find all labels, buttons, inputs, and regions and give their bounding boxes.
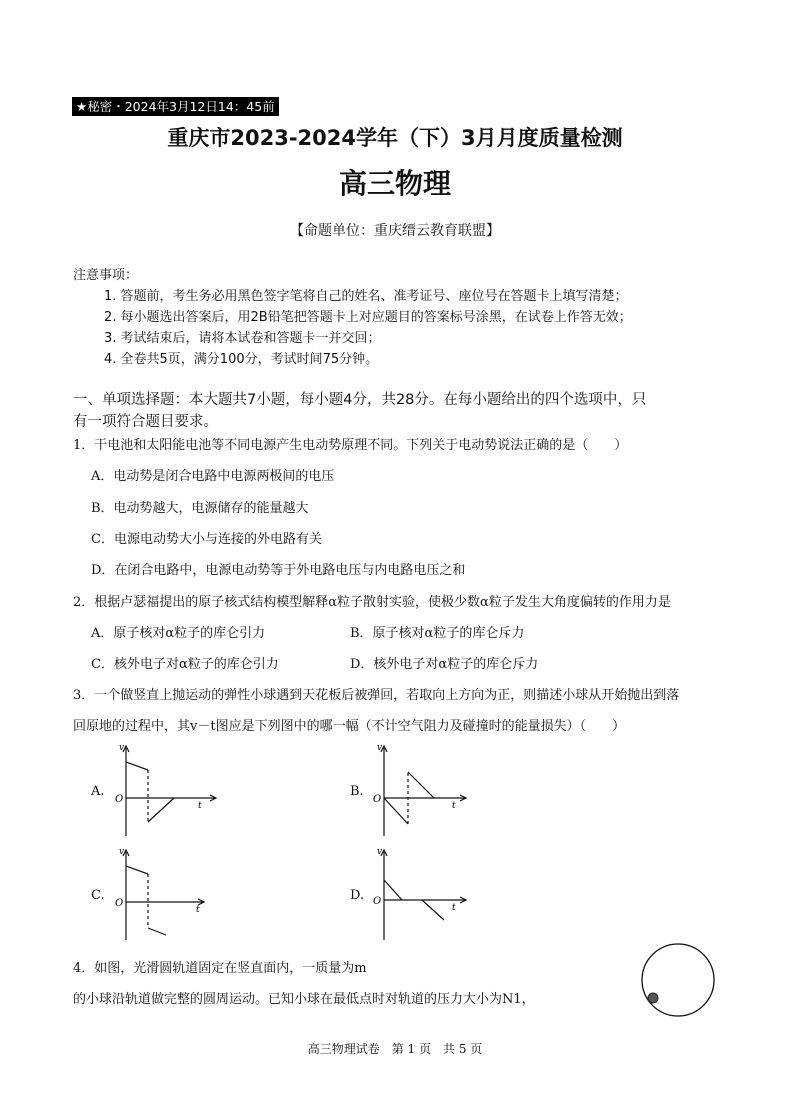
question-2-option-a: A．原子核对α粒子的库仑引力	[91, 626, 266, 641]
graph-a-label: A.	[91, 784, 105, 799]
graph-d-vt-plot	[372, 846, 482, 944]
section-heading-line1: 一、单项选择题：本大题共7小题，每小题4分，共28分。在每小题给出的四个选项中，只	[73, 392, 647, 408]
question-2-option-d: D．核外电子对α粒子的库仑斥力	[350, 657, 539, 672]
question-3-stem-line2: 回原地的过程中，其v－t图应是下列图中的哪一幅（不计空气阻力及碰撞时的能量损失）（ ）	[73, 719, 626, 734]
note-item: 3. 考试结束后，请将本试卷和答题卡一并交回；	[104, 331, 381, 346]
question-4-stem-line2: 的小球沿轨道做完整的圆周运动。已知小球在最低点时对轨道的压力大小为N1，	[73, 992, 535, 1007]
graph-c-origin: O	[115, 898, 124, 909]
question-3-stem-line1: 3．一个做竖直上抛运动的弹性小球遇到天花板后被弹回，若取向上方向为正，则描述小球从开始抛出到落	[73, 688, 680, 703]
question-1-stem: 1．干电池和太阳能电池等不同电源产生电动势原理不同。下列关于电动势说法正确的是（ ）	[73, 438, 628, 453]
graph-b-vt-plot	[372, 742, 482, 840]
question-1-option-a: A．电动势是闭合电路中电源两极间的电压	[91, 469, 335, 484]
graph-d-label: D.	[350, 888, 365, 903]
graph-b-origin: O	[373, 794, 382, 805]
graph-d-v-label: v	[377, 847, 383, 857]
graph-b-label: B.	[350, 784, 364, 799]
section-heading-line2: 有一项符合题目要求。	[73, 414, 218, 430]
question-2-option-c: C．核外电子对α粒子的库仑引力	[91, 657, 279, 672]
graph-b-v-label: v	[377, 743, 383, 753]
question-1-option-d: D．在闭合电路中，电源电动势等于外电路电压与内电路电压之和	[91, 563, 466, 578]
note-item: 2. 每小题选出答案后，用2B铅笔把答题卡上对应题目的答案标号涂黑，在试卷上作答无效；	[104, 310, 632, 325]
subject-title: 高三物理	[338, 167, 451, 200]
graph-a-vt-plot	[112, 742, 222, 840]
graph-b-t-label: t	[452, 801, 456, 811]
circular-track-diagram	[638, 940, 720, 1022]
question-1-option-c: C．电源电动势大小与连接的外电路有关	[91, 532, 322, 547]
graph-a-v-label: v	[119, 743, 125, 753]
graph-c-vt-plot	[112, 846, 222, 944]
confidential-banner: ★秘密・2024年3月12日14：45前	[72, 97, 279, 116]
question-1-option-b: B．电动势越大，电源储存的能量越大	[91, 501, 309, 516]
graph-d-origin: O	[373, 896, 382, 907]
page-footer: 高三物理试卷 第 1 页 共 5 页	[307, 1042, 483, 1056]
graph-c-t-label: t	[196, 905, 200, 915]
graph-c-v-label: v	[119, 847, 125, 857]
graph-a-t-label: t	[198, 801, 202, 811]
graph-a-origin: O	[115, 794, 124, 805]
graph-c-label: C.	[91, 888, 105, 903]
question-2-stem: 2．根据卢瑟福提出的原子核式结构模型解释α粒子散射实验，使极少数α粒子发生大角度偏转的作用力是	[73, 595, 671, 610]
question-2-option-b: B．原子核对α粒子的库仑斥力	[350, 626, 525, 641]
note-item: 1. 答题前，考生务必用黑色签字笔将自己的姓名、准考证号、座位号在答题卡上填写清楚；	[104, 289, 628, 304]
author-unit: 【命题单位：重庆缙云教育联盟】	[290, 223, 500, 239]
graph-d-t-label: t	[452, 903, 456, 913]
note-item: 4. 全卷共5页，满分100分，考试时间75分钟。	[104, 352, 379, 367]
exam-title: 重庆市2023-2024学年（下）3月月度质量检测	[167, 126, 623, 150]
notes-heading: 注意事项：	[73, 268, 139, 283]
question-4-stem-line1: 4．如图，光滑圆轨道固定在竖直面内，一质量为m	[73, 961, 367, 976]
ball	[648, 993, 658, 1003]
circular-track	[642, 944, 714, 1016]
